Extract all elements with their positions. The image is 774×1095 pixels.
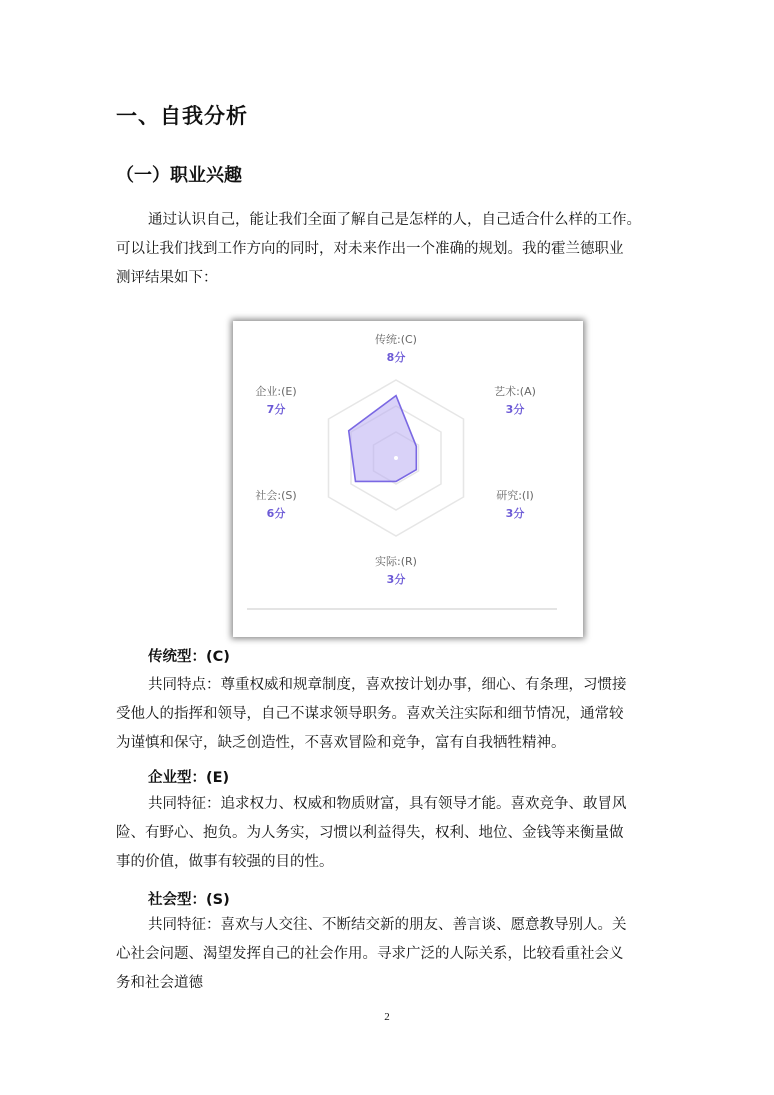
radar-axis-label: 艺术:(A) [494,385,536,398]
radar-axis-label: 研究:(I) [496,489,534,502]
radar-data-polygon [349,396,417,482]
radar-axis-label: 实际:(R) [375,555,417,568]
text-line: 受他人的指挥和领导，自己不谋求领导职务。喜欢关注实际和细节情况，通常较 [116,706,624,722]
section-body-conventional [116,671,660,758]
radar-center-dot [394,456,398,460]
text-line: 共同特征：追求权力、权威和物质财富，具有领导才能。喜欢竞争、敢冒风 [148,796,627,812]
radar-svg [233,321,583,637]
radar-score-label: 3分 [505,507,525,520]
text-line: 务和社会道德 [116,975,203,991]
text-line: 共同特点：尊重权威和规章制度，喜欢按计划办事，细心、有条理，习惯接 [148,677,627,693]
text-line: 共同特征：喜欢与人交往、不断结交新的朋友、善言谈、愿意教导别人。关 [148,917,627,933]
radar-score-label: 6分 [266,507,286,520]
intro-line-2: 可以让我们找到工作方向的同时，对未来作出一个准确的规划。我的霍兰德职业 [116,241,624,257]
radar-axis-label: 企业:(E) [255,385,297,398]
text-line: 为谨慎和保守，缺乏创造性，不喜欢冒险和竞争，富有自我牺牲精神。 [116,735,566,751]
intro-line-1: 通过认识自己，能让我们全面了解自己是怎样的人，自己适合什么样的工作。 [148,212,641,228]
radar-axis-label: 传统:(C) [375,333,417,346]
section-title-social: 社会型：(S) [148,892,230,908]
radar-score-label: 3分 [505,403,525,416]
radar-axis-label: 社会:(S) [255,489,297,502]
radar-score-label: 8分 [386,351,406,364]
section-title-enterprising: 企业型：(E) [148,770,230,786]
text-line: 心社会问题、渴望发挥自己的社会作用。寻求广泛的人际关系，比较看重社会义 [116,946,624,962]
radar-score-label: 3分 [386,573,406,586]
section-body-social [116,911,660,998]
text-line: 险、有野心、抱负。为人务实，习惯以利益得失，权利、地位、金钱等来衡量做 [116,825,624,841]
intro-line-3: 测评结果如下： [116,270,218,286]
intro-paragraph [116,206,660,293]
section-title-conventional: 传统型：(C) [148,649,230,665]
text-line: 事的价值，做事有较强的目的性。 [116,854,334,870]
holland-radar-chart [233,321,583,637]
heading-career-interest: （一）职业兴趣 [116,165,242,186]
section-body-enterprising [116,790,660,877]
page-number: 2 [384,1011,390,1023]
radar-score-label: 7分 [266,403,286,416]
heading-self-analysis: 一、自我分析 [116,104,248,128]
